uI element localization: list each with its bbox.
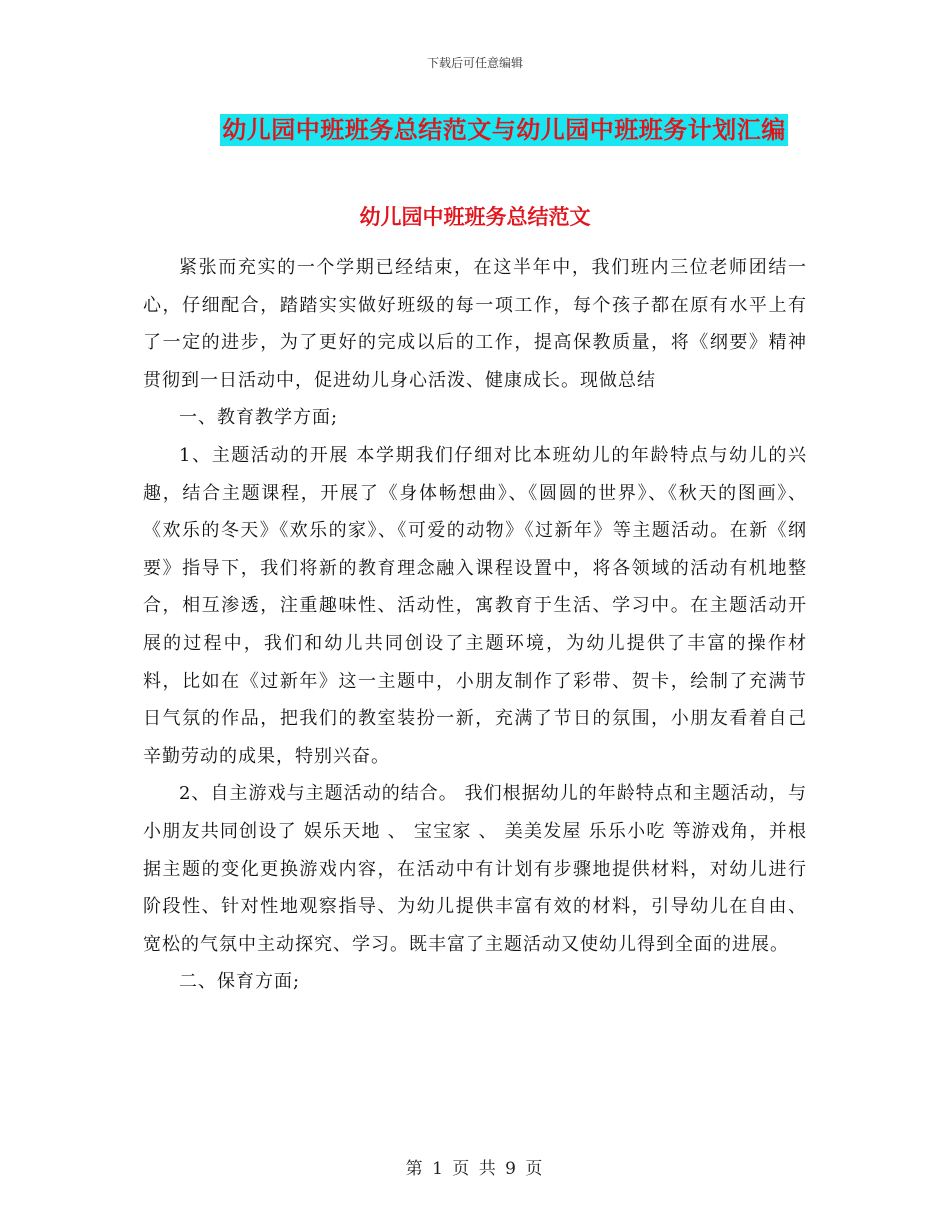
main-title-container bbox=[0, 114, 950, 146]
heading-childcare: 二、保育方面; bbox=[179, 971, 301, 993]
paragraph-theme-activities: 1、主题活动的开展 本学期我们仔细对比本班幼儿的年龄特点与幼儿的兴趣，结合主题课程，开展了《身体畅想曲》、《圆圆的世界》、《秋天的图画》、《欢乐的冬天》《欢乐的家》、《可爱的动物》《过新年》等主题活动。在新《纲要》指导下，我们将新的教育理念融入课程设置中，将各领域的活动有机地整合，相互渗透，注重趣味性、活动性，寓教育于生活、学习中。在主题活动开展的过程中，我们和幼儿共同创设了主题环境，为幼儿提供了丰富的操作材料，比如在《过新年》这一主题中，小朋友制作了彩带、贺卡，绘制了充满节日气氛的作品，把我们的教室装扮一新，充满了节日的氛围，小朋友看着自己辛勤劳动的成果，特别兴奋。 bbox=[143, 444, 807, 767]
paragraph-free-play: 2、自主游戏与主题活动的结合。 我们根据幼儿的年龄特点和主题活动，与小朋友共同创设了 娱乐天地 、 宝宝家 、 美美发屋 乐乐小吃 等游戏角，并根据主题的变化更换游戏内容，在活动中有计划有步骤地提供材料，对幼儿进行阶段性、针对性地观察指导、为幼儿提供丰富有效的材料，引导幼儿在自由、宽松的气氛中主动探究、学习。既丰富了主题活动又使幼儿得到全面的进展。 bbox=[143, 783, 807, 955]
heading-education: 一、教育教学方面; bbox=[179, 407, 339, 429]
main-title: 幼儿园中班班务总结范文与幼儿园中班班务计划汇编 bbox=[222, 115, 786, 144]
document-body bbox=[143, 249, 807, 1001]
page-header-note: 下载后可任意编辑 bbox=[426, 56, 523, 70]
page-number-footer: 第 1 页 共 9 页 bbox=[405, 1159, 545, 1179]
section-title: 幼儿园中班班务总结范文 bbox=[359, 204, 591, 229]
paragraph-intro: 紧张而充实的一个学期已经结束，在这半年中，我们班内三位老师团结一心，仔细配合，踏踏实实做好班级的每一项工作，每个孩子都在原有水平上有了一定的进步，为了更好的完成以后的工作，提高保教质量，将《纲要》精神贯彻到一日活动中，促进幼儿身心活泼、健康成长。现做总结 bbox=[143, 257, 807, 391]
